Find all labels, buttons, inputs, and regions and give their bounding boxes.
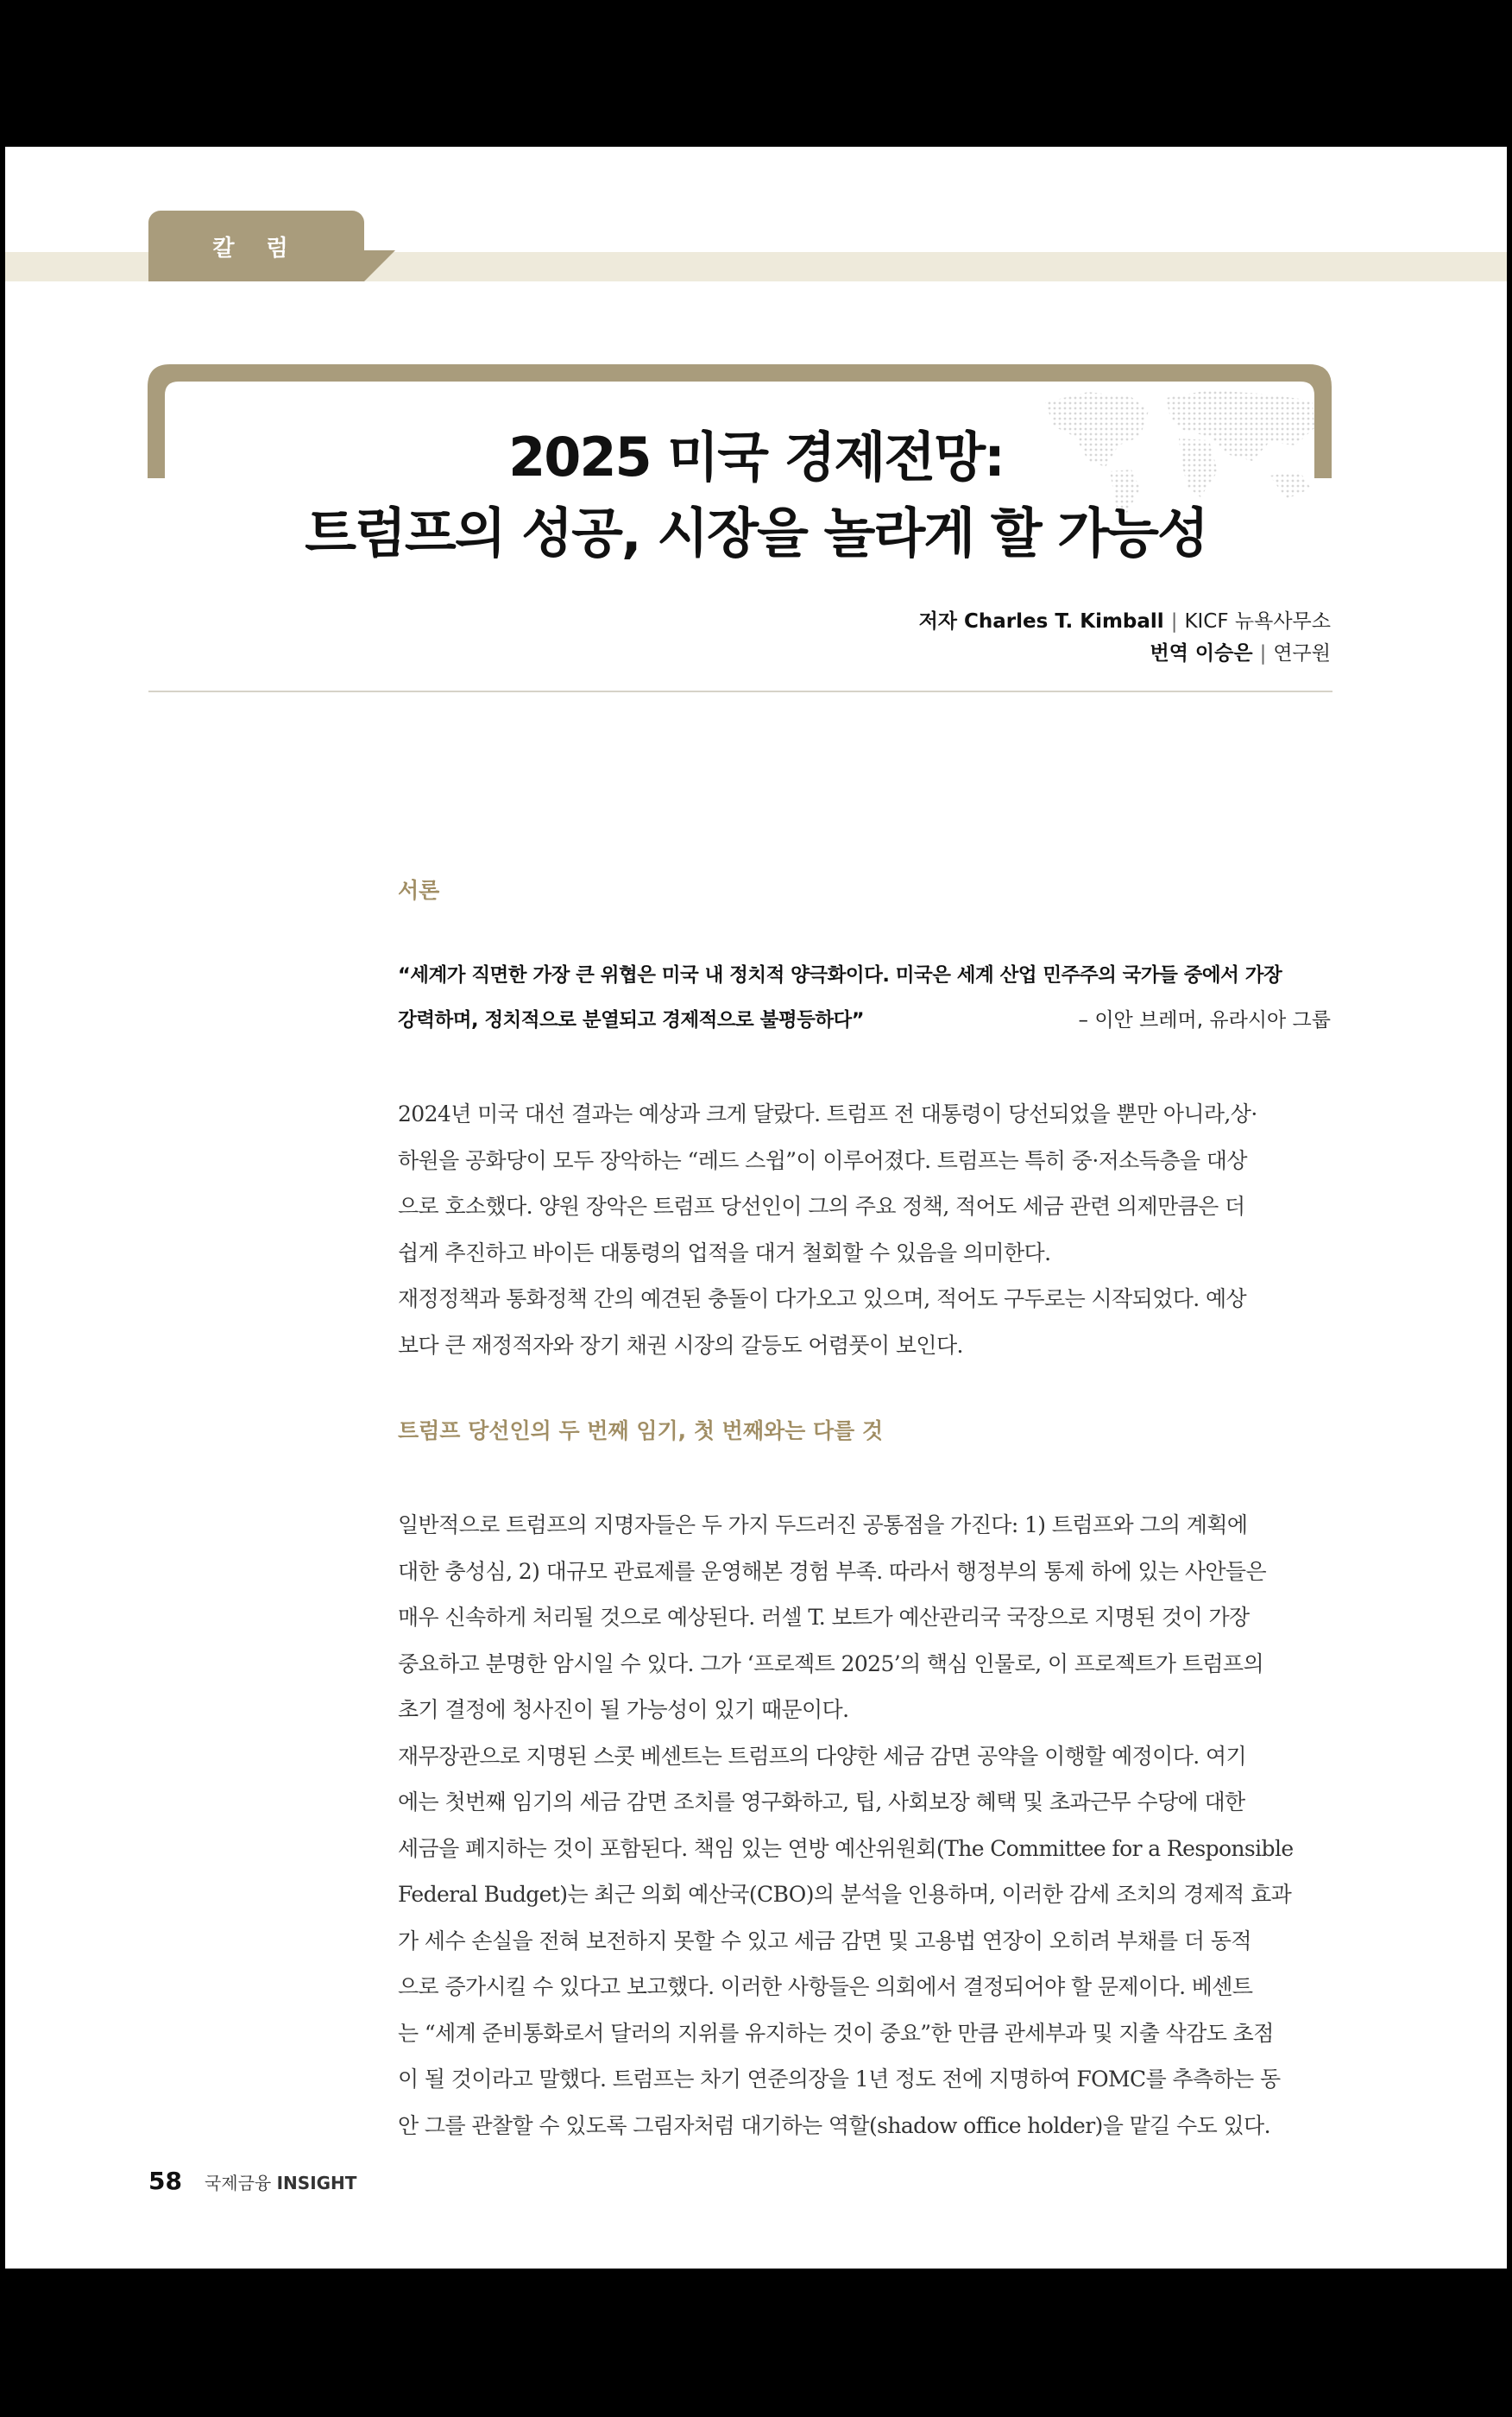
paragraph-line: 대한 충성심, 2) 대규모 관료제를 운영해본 경험 부족. 따라서 행정부의 통제 하에 있는 사안들은: [398, 1558, 1267, 1584]
paragraph-line: 재무장관으로 지명된 스콧 베센트는 트럼프의 다양한 세금 감면 공약을 이행할 예정이다. 여기: [398, 1743, 1247, 1769]
translator-name: 번역 이승은: [1150, 642, 1253, 665]
quote-source: – 이안 브레머, 유라시아 그룹: [1078, 1009, 1331, 1032]
paragraph-line: 세금을 폐지하는 것이 포함된다. 책임 있는 연방 예산위원회(The Committee for a Responsible: [398, 1835, 1294, 1861]
paragraph-line: Federal Budget)는 최근 의회 예산국(CBO)의 분석을 인용하며, 이러한 감세 조치의 경제적 효과: [398, 1882, 1292, 1907]
byline: [919, 606, 1331, 670]
tab-wedge: [361, 250, 395, 281]
byline-separator: |: [1170, 610, 1178, 633]
paragraph-line: 초기 결정에 청사진이 될 가능성이 있기 때문이다.: [398, 1697, 849, 1722]
intro-heading: 서론: [398, 878, 440, 903]
paragraph-line: 가 세수 손실을 전혀 보전하지 못할 수 있고 세금 감면 및 고용법 연장이 오히려 부채를 더 동적: [398, 1928, 1251, 1953]
paragraph-line: 는 “세계 준비통화로서 달러의 지위를 유지하는 것이 중요”한 만큼 관세부과 및 지출 삭감도 초점: [398, 2020, 1274, 2046]
paragraph-line: 에는 첫번째 임기의 세금 감면 조치를 영구화하고, 팁, 사회보장 혜택 및 초과근무 수당에 대한: [398, 1789, 1245, 1814]
author-line: [919, 606, 1331, 638]
translator-line: [919, 638, 1331, 670]
paragraph-line: 중요하고 분명한 암시일 수 있다. 그가 ‘프로젝트 2025’의 핵심 인물로, 이 프로젝트가 트럼프의: [398, 1650, 1264, 1676]
paragraph-intro: [398, 1091, 1332, 1368]
title-line-1: 2025 미국 경제전망:: [508, 426, 1004, 489]
paragraph-line: 쉽게 추진하고 바이든 대통령의 업적을 대거 철회할 수 있음을 의미한다.: [398, 1240, 1051, 1265]
quote-line-2: 강력하며, 정치적으로 분열되고 경제적으로 불평등하다”: [398, 1009, 865, 1032]
divider: [148, 691, 1332, 692]
quote-line-1: “세계가 직면한 가장 큰 위협은 미국 내 정치적 양극화이다. 미국은 세계 산업 민주주의 국가들 중에서 가장: [398, 964, 1282, 987]
page-number: 58: [148, 2167, 182, 2195]
byline-separator: |: [1259, 642, 1267, 665]
publication-korean: 국제금융: [204, 2173, 272, 2193]
paragraph-line: 보다 큰 재정적자와 장기 채권 시장의 갈등도 어렴풋이 보인다.: [398, 1332, 963, 1358]
page-footer: [148, 2167, 356, 2195]
translator-org: 연구원: [1273, 642, 1331, 665]
paragraph-line: 일반적으로 트럼프의 지명자들은 두 가지 두드러진 공통점을 가진다: 1) 트럼프와 그의 계획에: [398, 1512, 1248, 1537]
paragraph-line: 으로 호소했다. 양원 장악은 트럼프 당선인이 그의 주요 정책, 적어도 세금 관련 의제만큼은 더: [398, 1194, 1245, 1219]
page: [5, 147, 1507, 2269]
article-title: [5, 421, 1507, 573]
title-line-2: 트럼프의 성공, 시장을 놀라게 할 가능성: [305, 502, 1207, 565]
paragraph-line: 2024년 미국 대선 결과는 예상과 크게 달랐다. 트럼프 전 대통령이 당선되었을 뿐만 아니라,상·: [398, 1101, 1257, 1126]
author-name: 저자 Charles T. Kimball: [918, 610, 1164, 633]
paragraph-line: 매우 신속하게 처리될 것으로 예상된다. 러셀 T. 보트가 예산관리국 국장으로 지명된 것이 가장: [398, 1605, 1250, 1630]
section-tab: 칼 럼: [148, 211, 364, 281]
paragraph-line: 으로 증가시킬 수 있다고 보고했다. 이러한 사항들은 의회에서 결정되어야 할 문제이다. 베센트: [398, 1974, 1253, 1999]
paragraph-line: 하원을 공화당이 모두 장악하는 “레드 스윕”이 이루어졌다. 트럼프는 특히 중·저소득층을 대상: [398, 1147, 1247, 1173]
paragraph-body: [398, 1502, 1332, 2149]
author-org: KICF 뉴욕사무소: [1184, 610, 1331, 633]
paragraph-line: 재정정책과 통화정책 간의 예견된 충돌이 다가오고 있으며, 적어도 구두로는 시작되었다. 예상: [398, 1286, 1247, 1311]
paragraph-line: 안 그를 관찰할 수 있도록 그림자처럼 대기하는 역할(shadow office holder)을 맡길 수도 있다.: [398, 2112, 1270, 2138]
publication-english: INSIGHT: [276, 2173, 357, 2193]
paragraph-line: 이 될 것이라고 말했다. 트럼프는 차기 연준의장을 1년 정도 전에 지명하여 FOMC를 추측하는 동: [398, 2067, 1281, 2092]
publication-name: [205, 2169, 356, 2194]
section-heading: 트럼프 당선인의 두 번째 임기, 첫 번째와는 다를 것: [398, 1418, 884, 1443]
